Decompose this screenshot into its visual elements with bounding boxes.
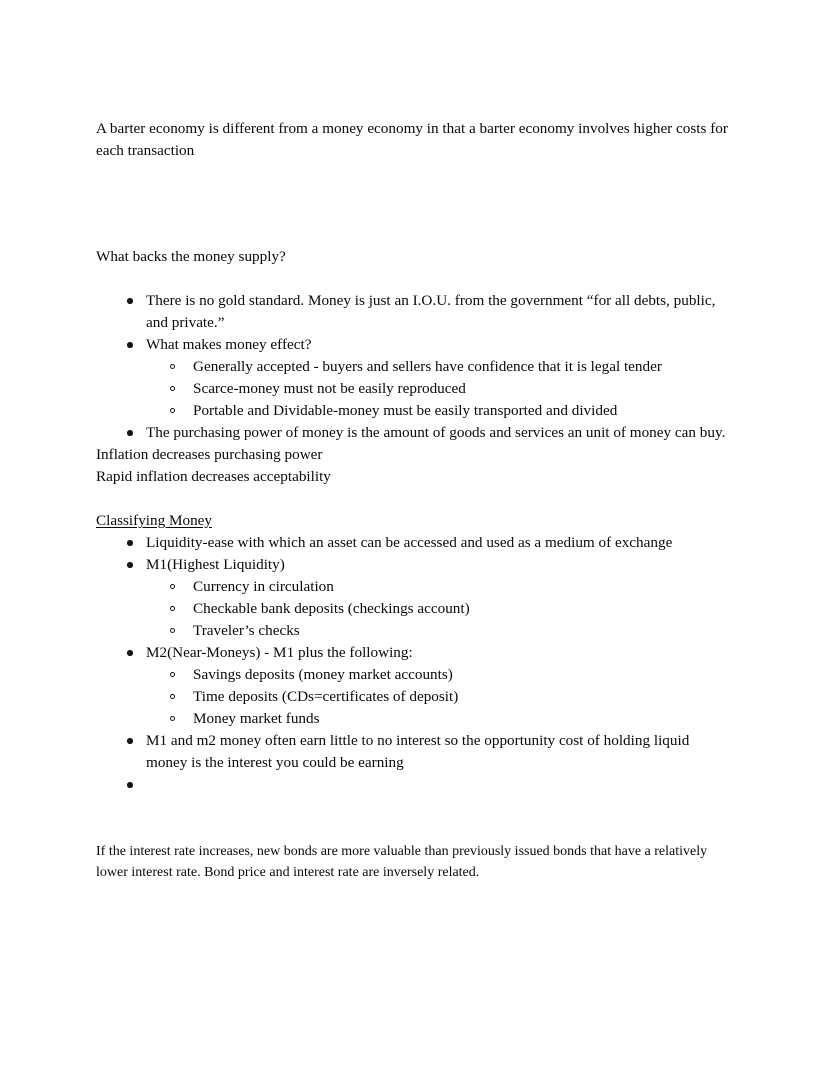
list-item-text: Scarce-money must not be easily reproduced bbox=[193, 380, 466, 397]
disc-bullet-icon bbox=[127, 782, 133, 788]
document-body bbox=[96, 118, 732, 883]
list-item bbox=[96, 554, 732, 642]
list-item-text: Traveler’s checks bbox=[193, 622, 300, 639]
list-item bbox=[146, 378, 732, 400]
list-item-text: Generally accepted - buyers and sellers have confidence that it is legal tender bbox=[193, 358, 662, 375]
disc-bullet-icon bbox=[127, 430, 133, 436]
circle-bullet-icon bbox=[170, 672, 175, 677]
circle-bullet-icon bbox=[170, 584, 175, 589]
inflation-line-2: Rapid inflation decreases acceptability bbox=[96, 468, 331, 485]
list-item bbox=[146, 400, 732, 422]
classifying-money-bullet-list bbox=[96, 532, 732, 796]
list-item bbox=[96, 532, 732, 554]
list-item bbox=[96, 290, 732, 334]
list-item-text: M1(Highest Liquidity) bbox=[146, 556, 285, 573]
disc-bullet-icon bbox=[127, 540, 133, 546]
heading-what-backs-money-supply: What backs the money supply? bbox=[96, 248, 286, 265]
closing-paragraph: If the interest rate increases, new bonds are more valuable than previously issued bonds that have a relatively lower interest rate. Bond price and interest rate are inversely related. bbox=[96, 844, 708, 880]
circle-bullet-icon bbox=[170, 606, 175, 611]
spacer-before-closing bbox=[96, 796, 732, 842]
heading-classifying-money: Classifying Money bbox=[96, 512, 213, 529]
list-item bbox=[146, 356, 732, 378]
list-item-text: M2(Near-Moneys) - M1 plus the following: bbox=[146, 644, 413, 661]
list-item-text: Checkable bank deposits (checkings account) bbox=[193, 600, 470, 617]
list-item bbox=[96, 642, 732, 730]
list-item-text: Time deposits (CDs=certificates of deposit) bbox=[193, 688, 459, 705]
circle-bullet-icon bbox=[170, 716, 175, 721]
spacer-before-classifying-money bbox=[96, 488, 732, 510]
list-item-text: M1 and m2 money often earn little to no interest so the opportunity cost of holding liquid money is the interest you could be earning bbox=[146, 732, 690, 771]
list-item-text: Currency in circulation bbox=[193, 578, 334, 595]
list-item-text: There is no gold standard. Money is just an I.O.U. from the government “for all debts, public, and private.” bbox=[146, 292, 716, 331]
list-item-text: Portable and Dividable-money must be easily transported and divided bbox=[193, 402, 618, 419]
disc-bullet-icon bbox=[127, 298, 133, 304]
spacer-after-intro bbox=[96, 162, 732, 246]
list-item-empty bbox=[96, 774, 732, 796]
money-effect-sublist bbox=[146, 356, 732, 422]
disc-bullet-icon bbox=[127, 342, 133, 348]
circle-bullet-icon bbox=[170, 694, 175, 699]
list-item bbox=[146, 598, 732, 620]
inflation-line-1: Inflation decreases purchasing power bbox=[96, 446, 323, 463]
spacer-after-money-supply-heading bbox=[96, 268, 732, 290]
intro-paragraph: A barter economy is different from a money economy in that a barter economy involves higher costs for each transaction bbox=[96, 120, 728, 159]
circle-bullet-icon bbox=[170, 628, 175, 633]
list-item bbox=[96, 422, 732, 444]
circle-bullet-icon bbox=[170, 386, 175, 391]
list-item bbox=[146, 708, 732, 730]
list-item bbox=[146, 686, 732, 708]
disc-bullet-icon bbox=[127, 562, 133, 568]
list-item bbox=[146, 576, 732, 598]
m1-sublist bbox=[146, 576, 732, 642]
disc-bullet-icon bbox=[127, 650, 133, 656]
disc-bullet-icon bbox=[127, 738, 133, 744]
circle-bullet-icon bbox=[170, 364, 175, 369]
list-item bbox=[96, 730, 732, 774]
list-item-text: Liquidity-ease with which an asset can be accessed and used as a medium of exchange bbox=[146, 534, 673, 551]
money-supply-bullet-list bbox=[96, 290, 732, 444]
list-item-text: Money market funds bbox=[193, 710, 320, 727]
list-item-text: What makes money effect? bbox=[146, 336, 312, 353]
m2-sublist bbox=[146, 664, 732, 730]
list-item bbox=[146, 620, 732, 642]
list-item-text: The purchasing power of money is the amount of goods and services an unit of money can buy. bbox=[146, 424, 726, 441]
list-item bbox=[96, 334, 732, 422]
list-item-text: Savings deposits (money market accounts) bbox=[193, 666, 453, 683]
circle-bullet-icon bbox=[170, 408, 175, 413]
list-item bbox=[146, 664, 732, 686]
